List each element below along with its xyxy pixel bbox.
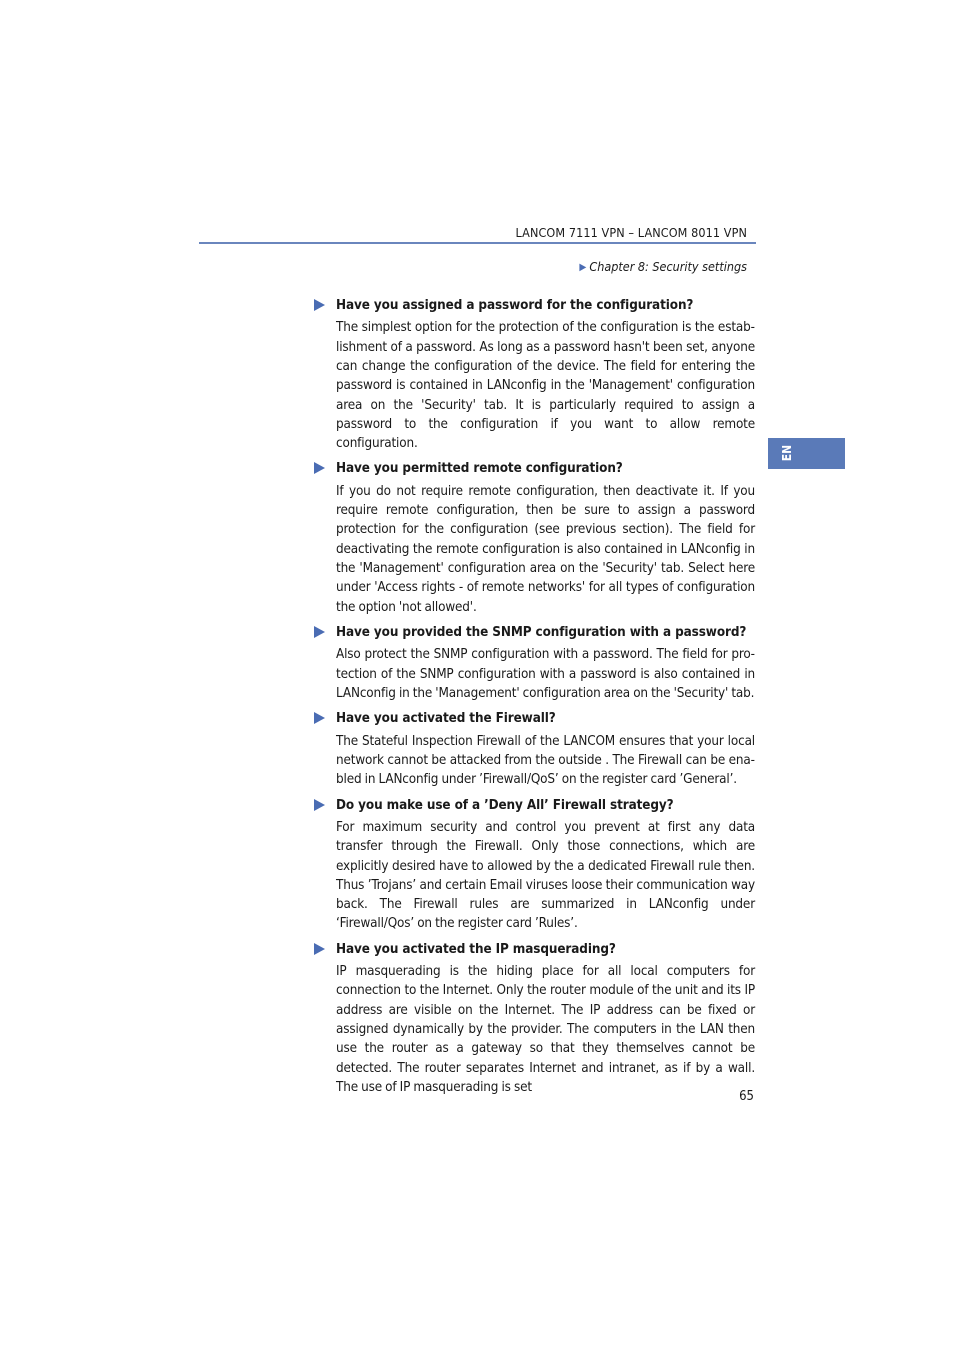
running-header-title: LANCOM 7111 VPN – LANCOM 8011 VPN	[515, 225, 747, 240]
item-body: IP masquerading is the hiding place for all local computers for connection to the Internet. Only the router module of the unit and its IP address are visible on the Internet. The IP address can be fixed or assigned dynamically by the provider. The computers in the LAN then use the router as a gateway so that they themselves cannot be detected. The router separates Internet and intranet, as if by a wall. The use of IP masquerading is set	[336, 964, 755, 1095]
header-divider	[199, 242, 756, 244]
language-tab-label: EN	[780, 444, 794, 462]
triangle-bullet-icon	[314, 712, 325, 724]
checklist-item-ip-masquerading	[314, 940, 755, 1097]
chapter-reference	[579, 259, 747, 274]
triangle-bullet-icon	[314, 462, 325, 474]
item-heading-text: Do you make use of a ’Deny All’ Firewall strategy?	[336, 797, 674, 813]
language-tab	[768, 438, 845, 469]
checklist-item-snmp	[314, 623, 755, 703]
page-number: 65	[739, 1089, 754, 1104]
item-heading	[314, 709, 755, 728]
item-body: Also protect the SNMP configuration with a password. The field for protection of the SNMP configuration with a password is also contained in LANconfig in the 'Management' configuration area on the 'Security' tab.	[336, 647, 755, 701]
checklist-item-deny-all	[314, 796, 755, 934]
checklist-item-password	[314, 296, 755, 453]
item-heading	[314, 459, 755, 478]
item-heading	[314, 623, 755, 642]
item-body: For maximum security and control you prevent at first any data transfer through the Firewall. Only those connections, which are explicitly desired have to allowed by the a dedicated Firewall rule then. Thus ’Trojans’ and certain Email viruses loose their communication way back. The Firewall rules are summarized in LANconfig under ‘Firewall/Qos’ on the register card ’Rules’.	[336, 819, 755, 932]
item-body: If you do not require remote configuration, then deactivate it. If you require remote configuration, then be sure to assign a password protection for the configuration (see previous section). The field for deactivating the remote configuration is also contained in LANconfig in the 'Management' configuration area on the 'Security' tab. Select here under 'Access rights - of remote networks' for all types of configuration the option 'not allowed'.	[336, 483, 755, 615]
checklist	[314, 296, 755, 1097]
item-heading	[314, 940, 755, 959]
item-heading-text: Have you activated the IP masquerading?	[336, 941, 616, 957]
checklist-item-firewall	[314, 709, 755, 789]
chapter-arrow-icon: ▶	[579, 262, 587, 273]
item-heading-text: Have you assigned a password for the configuration?	[336, 298, 694, 313]
triangle-bullet-icon	[314, 626, 325, 638]
item-heading-text: Have you permitted remote configuration?	[336, 461, 623, 477]
triangle-bullet-icon	[314, 799, 325, 811]
item-heading	[314, 296, 755, 315]
item-body: The simplest option for the protection of the configuration is the establishment of a password. As long as a password hasn't been set, anyone can change the configuration of the device. The field for entering the password is contained in LANconfig in the 'Management' configuration area on the 'Security' tab. It is particularly required to assign a password to the configuration if you want to allow remote configuration.	[336, 320, 755, 452]
item-heading-text: Have you activated the Firewall?	[336, 711, 556, 727]
item-heading	[314, 796, 755, 815]
item-body: The Stateful Inspection Firewall of the LANCOM ensures that your local network cannot be attacked from the outside . The Firewall can be enabled in LANconfig under ’Firewall/QoS’ on the register card ’General’.	[336, 733, 755, 788]
triangle-bullet-icon	[314, 299, 325, 311]
checklist-item-remote-config	[314, 459, 755, 616]
chapter-title: Chapter 8: Security settings	[589, 259, 747, 274]
item-heading-text: Have you provided the SNMP configuration with a password?	[336, 624, 747, 640]
triangle-bullet-icon	[314, 943, 325, 955]
